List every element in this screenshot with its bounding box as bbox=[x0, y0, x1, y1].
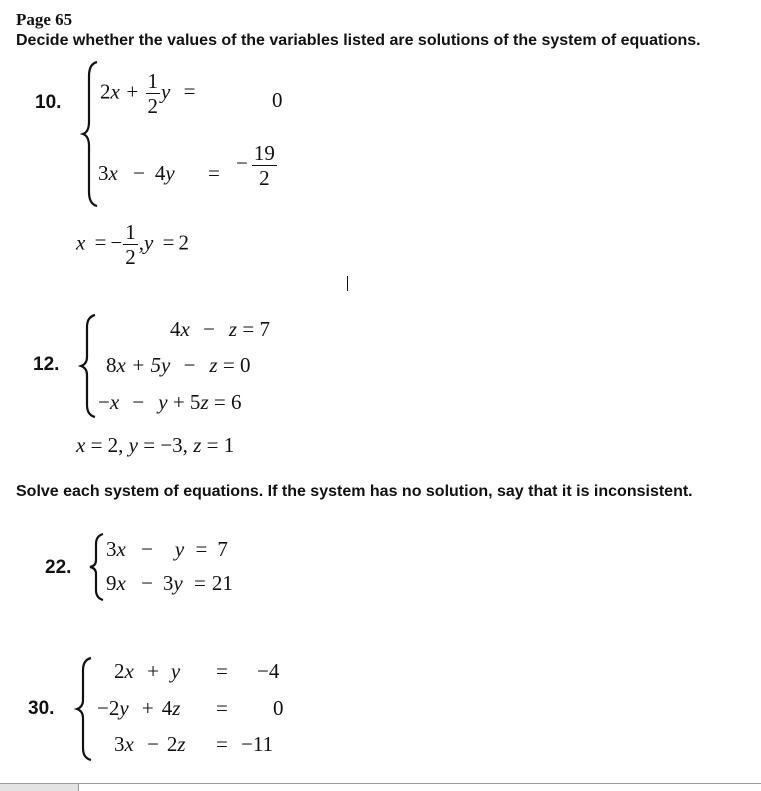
problem-12-row-2: 8x + 5y − z = 0 bbox=[106, 353, 251, 377]
problem-10-equation-2: 3x − 4y bbox=[98, 161, 175, 185]
problem-30-brace bbox=[74, 656, 94, 762]
problem-30-row-2-eq: = bbox=[216, 696, 228, 720]
problem-10-values: x = − $\frac{1}{2}$ ,y = 2 bbox=[76, 220, 189, 270]
problem-30-row-3: 3x − 2z bbox=[114, 732, 186, 756]
problem-10-brace bbox=[80, 60, 100, 208]
instructions-decide: Decide whether the values of the variables listed are solutions of the system of equations. bbox=[16, 32, 701, 49]
problem-30-number: 30. bbox=[28, 698, 55, 719]
problem-10-equation-1: 2x + $\frac{1}{2}$ y = bbox=[100, 69, 196, 119]
problem-30-row-1-eq: = bbox=[216, 659, 228, 683]
problem-10-eq1-rhs: 0 bbox=[272, 88, 283, 112]
problem-30-row-2: −2y + 4z bbox=[97, 696, 181, 720]
problem-30-row-3-eq: = bbox=[216, 732, 228, 756]
problem-12-values: x = 2, y = −3, z = 1 bbox=[76, 433, 235, 457]
problem-10-number: 10. bbox=[35, 92, 62, 113]
text-cursor bbox=[347, 276, 348, 291]
problem-12-row-1: 4x − z = 7 bbox=[170, 317, 270, 341]
problem-22-brace bbox=[88, 532, 106, 602]
bottom-divider bbox=[0, 783, 761, 784]
problem-10-eq2-rhs: − $\frac{19}{2}$ bbox=[236, 141, 275, 191]
bottom-tab[interactable] bbox=[0, 784, 79, 791]
problem-22-number: 22. bbox=[45, 557, 72, 578]
page-label: Page 65 bbox=[16, 10, 73, 29]
problem-30-row-1: 2x + y bbox=[114, 659, 181, 683]
problem-30-row-1-rhs: −4 bbox=[257, 659, 280, 683]
problem-12-number: 12. bbox=[33, 354, 60, 375]
problem-12-row-3: −x − y + 5z = 6 bbox=[98, 390, 242, 414]
problem-10-eq2-eq: = bbox=[208, 161, 220, 185]
problem-30-row-3-rhs: −11 bbox=[241, 732, 274, 756]
problem-30-row-2-rhs: 0 bbox=[273, 696, 284, 720]
fraction: $\frac{1}{2}$ bbox=[147, 69, 158, 119]
problem-22-row-1: 3x − y = 7 bbox=[106, 537, 228, 561]
instructions-solve: Solve each system of equations. If the system has no solution, say that it is inconsistent. bbox=[16, 483, 693, 500]
problem-12-brace bbox=[78, 313, 98, 419]
problem-22-row-2: 9x − 3y = 21 bbox=[106, 571, 233, 595]
